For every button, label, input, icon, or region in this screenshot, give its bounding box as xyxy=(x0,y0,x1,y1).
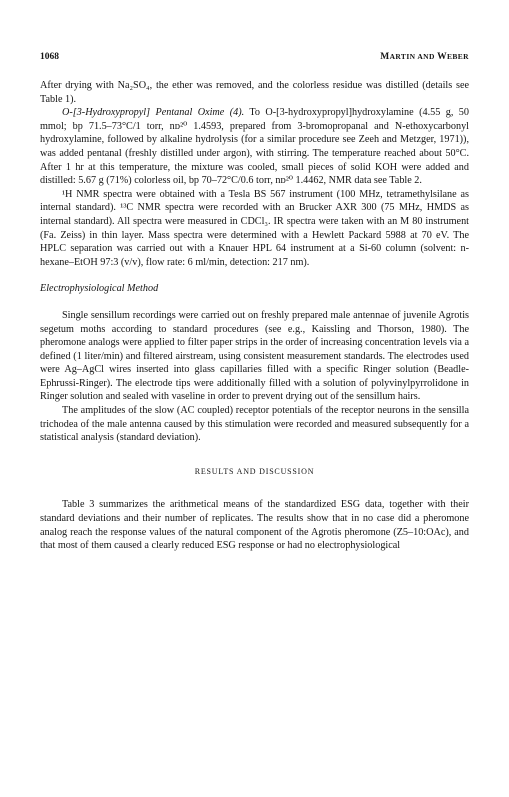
section-heading-electrophysiology: Electrophysiological Method xyxy=(40,283,159,295)
running-head-authors xyxy=(380,52,469,62)
paragraph-amplitudes: The amplitudes of the slow (AC coupled) receptor potentials of the receptor neurons in the sensilla trichodea of the male antenna caused by this stimulation were recorded and measured subsequently for a statistical analysis (standard deviation). xyxy=(40,405,469,444)
paragraph-spectra: ¹H NMR spectra were obtained with a Tesla BS 567 instrument (100 MHz, tetramethylsilane as internal standard). ¹³C NMR spectra were recorded with an Brucker AXR 300 (75 MHz, HMDS as internal standard). All spectra were measured in CDCl₃. IR spectra were taken with an M 80 instrument (Fa. Zeiss) in thin layer. Mass spectra were determined with a Hewlett Packard 5988 at 70 eV. The HPLC separation was carried out with a Knauer HPL 64 instrument at a Si-60 column (solvent: n-hexane–EtOH 97:3 (v/v), flow rate: 6 ml/min, detection: 217 nm). xyxy=(40,188,469,268)
page-number: 1068 xyxy=(40,52,59,62)
oxime-procedure: To O-[3-hydroxypropyl]hydroxylamine (4.55 g, 50 mmol; bp 71.5–73°C/1 torr, nᴅ²⁰ 1.4593, prepared from 3-bromopropanal and N-ethoxycarbonyl hydroxylamine, followed by alkaline hydrolysis (for a similar procedure see Zeeh and Metzger, 1971)), was added pentanal (freshly distilled under argon), with stirring. The temperature reached about 50°C. After 1 hr at this temperature, the mixture was cooled, small pieces of solid KOH were added and distilled: 5.67 g (71%) colorless oil, bp 70–72°C/0.6 torr, nᴅ²⁰ 1.4462, NMR data see Table 2. xyxy=(40,107,469,187)
paragraph-results: Table 3 summarizes the arithmetical means of the standardized ESG data, together with their standard deviations and their number of replicates. The results show that in no case did a pheromone analog reach the response values of the natural component of the Agrotis pheromone (Z5–10:OAc), and that most of them caused a clearly reduced ESG response or had no electrophysiological xyxy=(40,499,469,552)
authors-rest-2: EBER xyxy=(446,52,469,61)
section-heading-results: RESULTS AND DISCUSSION xyxy=(194,466,315,476)
compound-title: O-[3-Hydroxypropyl] Pentanal Oxime (4). xyxy=(62,107,245,119)
running-header xyxy=(40,52,469,66)
paragraph-oxime xyxy=(40,106,469,188)
paragraph-drying: After drying with Na₂SO₄, the ether was removed, and the colorless residue was distilled (details see Table 1). xyxy=(40,80,469,105)
authors-rest-1: ARTIN AND xyxy=(389,52,438,61)
authors-cap-2: W xyxy=(437,52,447,62)
paragraph-recordings: Single sensillum recordings were carried out on freshly prepared male antennae of juvenile Agrotis segetum moths according to standard procedures (see e.g., Kaissling and Thorson, 1980). The pheromone analogs were applied to filter paper strips in the order of increasing concentration levels via a defined (1 liter/min) and filtered airstream, using consistent measurement standards. The electrodes used were Ag–AgCl wires inserted into glass capillaries filled with a specific Ringer solution (Beadle-Ephrussi-Ringer). The electrode tips were additionally filled with a solution of polyvinylpyrrolidone in Ringer solution and sealed with vaseline in order to prevent drying out of the sensillum hairs. xyxy=(40,309,469,403)
authors-cap-1: M xyxy=(380,52,390,62)
body-text xyxy=(40,79,469,553)
